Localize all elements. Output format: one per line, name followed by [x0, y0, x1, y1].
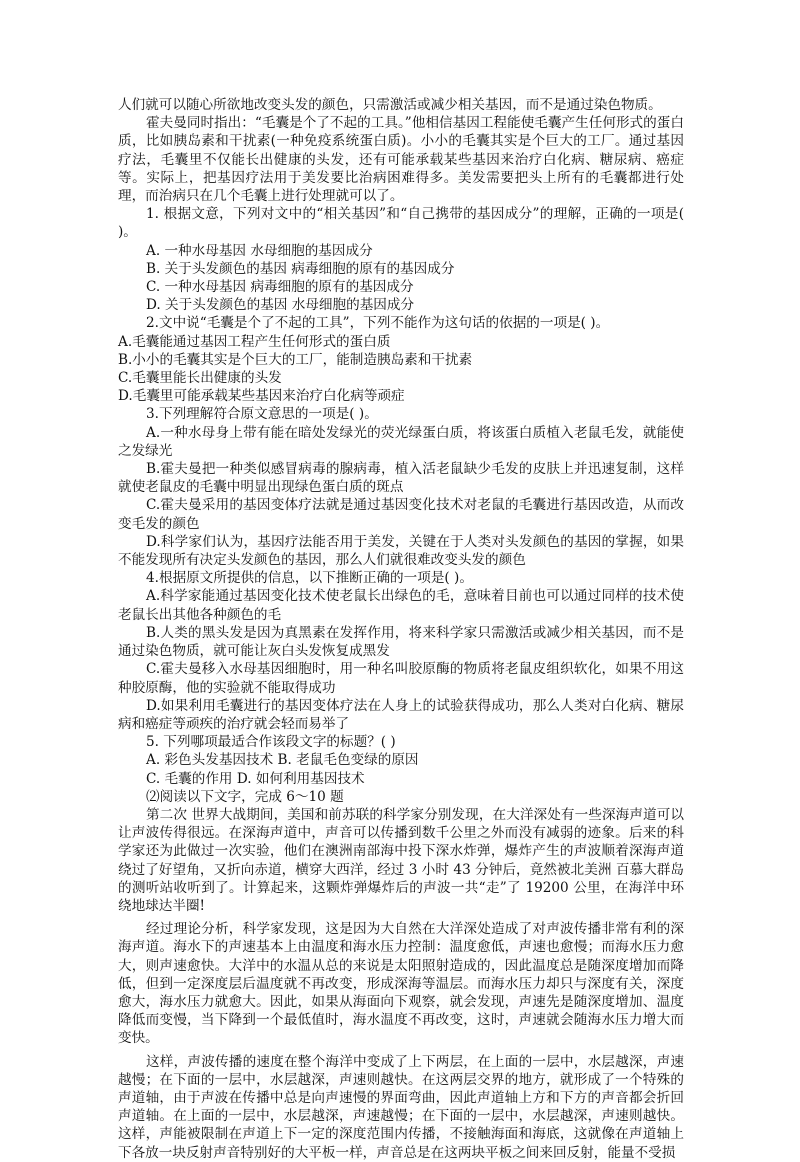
question-2	[118, 314, 684, 405]
question-option: D.毛囊里可能承载某些基因来治疗白化病等顽症	[118, 388, 405, 405]
question-stem: 4.根据原文所提供的信息，以下推断正确的一项是( )。	[146, 570, 473, 587]
question-stem: 3.下列理解符合原文意思的一项是( )。	[146, 406, 378, 423]
passage-paragraph: 第二次 世界大战期间，美国和前苏联的科学家分别发现，在大洋深处有一些深海声道可以让声波传得很远。在深海声道中，声音可以传播到数千公里之外而没有减弱的迹象。后来的科学家还为此做过一次实验，他们在澳洲南部海中投下深水炸弹，爆炸产生的声波顺着深海声道绕过了好望角，又折向赤道，横穿大西洋，经过 3 小时 43 分钟后，竟然被北美洲 百慕大群岛的测听站收听到了。计算起来，这颗炸弹爆炸后的声波一共“走”了 19200 公里，在海洋中环绕地球达半圈!	[118, 806, 684, 914]
question-option: A. 彩色头发基因技术 B. 老鼠毛色变绿的原因	[146, 752, 419, 769]
document-page	[118, 96, 684, 1162]
question-stem: 1. 根据文意，下列对文中的“相关基因”和“自己携带的基因成分”的理解，正确的一项是( )。	[118, 206, 684, 241]
question-option: D.如果利用毛囊进行的基因变体疗法在人身上的试验获得成功，那么人类对白化病、糖尿病和癌症等顽疾的治疗就会轻而易举了	[118, 697, 684, 732]
question-option: B.小小的毛囊其实是个巨大的工厂，能制造胰岛素和干扰素	[118, 351, 473, 368]
question-5	[118, 733, 684, 788]
question-option: A. 一种水母基因 水母细胞的基因成分	[146, 242, 373, 259]
question-option: C. 一种水母基因 病毒细胞的原有的基因成分	[146, 279, 414, 296]
reading-2-heading: ⑵阅读以下文字，完成 6～10 题	[146, 788, 344, 805]
question-stem: 5. 下列哪项最适合作该段文字的标题？( )	[146, 734, 396, 751]
intro-paragraph: 人们就可以随心所欲地改变头发的颜色，只需激活或减少相关基因，而不是通过染色物质。	[118, 97, 662, 113]
question-stem: 2.文中说“毛囊是个了不起的工具”，下列不能作为这句话的依据的一项是( )。	[146, 315, 610, 332]
question-option: C. 毛囊的作用 D. 如何利用基因技术	[146, 770, 365, 787]
question-option: C.霍夫曼移入水母基因细胞时，用一种名叫胶原酶的物质将老鼠皮组织软化，如果不用这种胶原酶，他的实验就不能取得成功	[118, 661, 684, 696]
passage-paragraph: 经过理论分析，科学家发现，这是因为大自然在大洋深处造成了对声波传播非常有利的深海声道。海水下的声速基本上由温度和海水压力控制：温度愈低，声速也愈慢；而海水压力愈大，则声速愈快。大洋中的水温从总的来说是太阳照射造成的，因此温度总是随深度增加而降低，但到一定深度层后温度就不再改变，形成深海等温层。而海水压力却只与深度有关，深度愈大，海水压力就愈大。因此，如果从海面向下观察，就会发现，声速先是随深度增加、温度降低而变慢，当下降到一个最低值时，海水温度不再改变，这时，声速就会随海水压力增大而变快。	[118, 921, 684, 1047]
question-option: A.科学家能通过基因变化技术使老鼠长出绿色的毛，意味着目前也可以通过同样的技术使老鼠长出其他各种颜色的毛	[118, 588, 684, 623]
question-3	[118, 405, 684, 569]
question-option: D.科学家们认为，基因疗法能否用于美发，关键在于人类对头发颜色的基因的掌握，如果不能发现所有决定头发颜色的基因，那么人们就很难改变头发的颜色	[118, 533, 684, 569]
question-option: A.一种水母身上带有能在暗处发绿光的荧光绿蛋白质，将该蛋白质植入老鼠毛发，就能使之发绿光	[118, 424, 684, 459]
question-option: B.人类的黑头发是因为真黑素在发挥作用，将来科学家只需激活或减少相关基因，而不是通过染色物质，就可能让灰白头发恢复成黑发	[118, 624, 684, 660]
question-option: B. 关于头发颜色的基因 病毒细胞的原有的基因成分	[146, 260, 455, 277]
question-option: D. 关于头发颜色的基因 水母细胞的基因成分	[146, 297, 415, 314]
question-option: C.毛囊里能长出健康的头发	[118, 370, 282, 387]
question-1	[118, 205, 684, 314]
passage-paragraph: 这样，声波传播的速度在整个海洋中变成了上下两层，在上面的一层中，水层越深，声速越慢；在下面的一层中，水层越深，声速则越快。在这两层交界的地方，就形成了一个特殊的声道轴，由于声波在传播中总是向声速慢的界面弯曲，因此声道轴上方和下方的声音都会折回声道轴。在上面的一层中，水层越深，声速越慢；在下面的一层中，水层越深，声速则越快。这样，声能被限制在声道上下一定的深度范围内传播，不接触海面和海底，这就像在声道轴上下各放一块反射声音特别好的大平板一样，声音总是在这两块平板之间来回反射，能量不受损	[118, 1053, 684, 1161]
question-4	[118, 569, 684, 733]
question-option: C.霍夫曼采用的基因变体疗法就是通过基因变化技术对老鼠的毛囊进行基因改造，从而改变毛发的颜色	[118, 497, 684, 532]
question-option: A.毛囊能通过基因工程产生任何形式的蛋白质	[118, 333, 391, 350]
question-option: B.霍夫曼把一种类似感冒病毒的腺病毒，植入活老鼠缺少毛发的皮肤上并迅速复制，这样就使老鼠皮的毛囊中明显出现绿色蛋白质的斑点	[118, 461, 684, 496]
huofuman-paragraph: 霍夫曼同时指出：“毛囊是个了不起的工具。”他相信基因工程能使毛囊产生任何形式的蛋白质，比如胰岛素和干扰素(一种免疫系统蛋白质)。小小的毛囊其实是个巨大的工厂。通过基因疗法，毛囊里不仅能长出健康的头发，还有可能承载某些基因来治疗白化病、糖尿病、癌症等。实际上，把基因疗法用于美发要比治病困难得多。美发需要把头上所有的毛囊都进行处理，而治病只在几个毛囊上进行处理就可以了。	[118, 115, 684, 205]
